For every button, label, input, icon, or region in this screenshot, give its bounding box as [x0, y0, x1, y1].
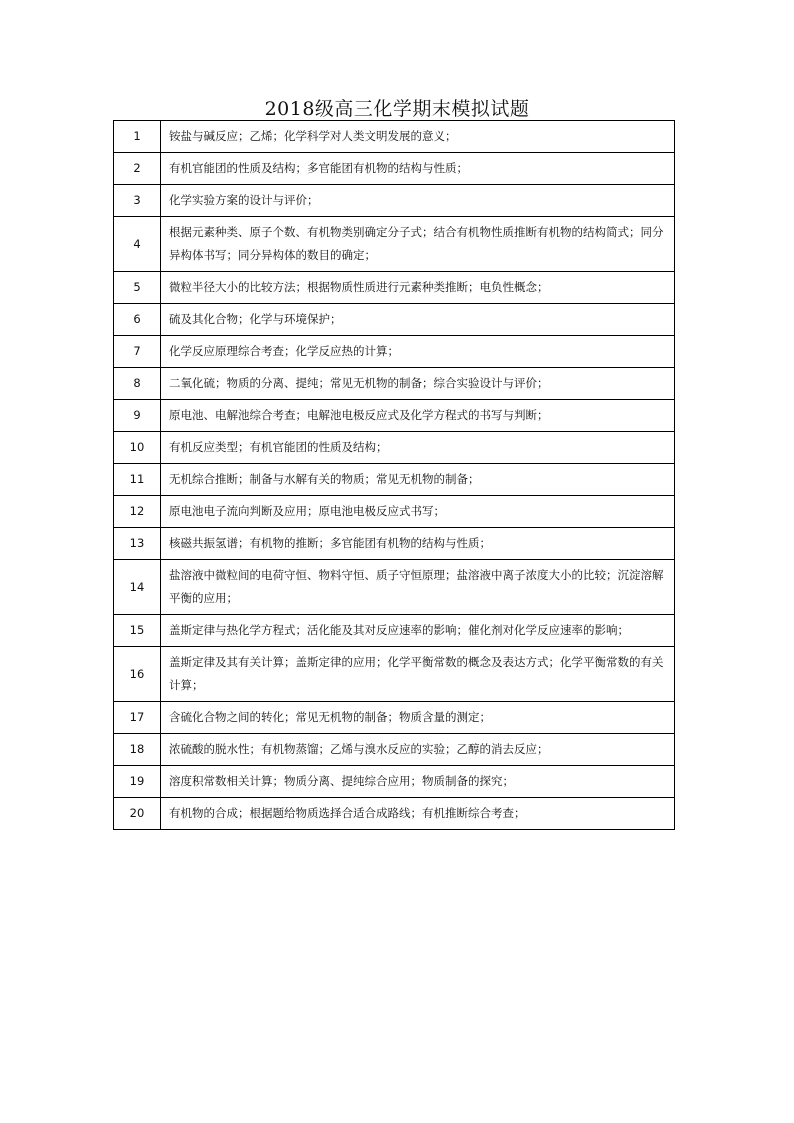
- topic-text: 原电池、电解池综合考查；电解池电极反应式及化学方程式的书写与判断；: [161, 400, 675, 432]
- question-number: 19: [114, 766, 161, 798]
- topic-text: 化学反应原理综合考查；化学反应热的计算；: [161, 336, 675, 368]
- table-row: [114, 798, 675, 830]
- table-row: [114, 766, 675, 798]
- question-number: 11: [114, 464, 161, 496]
- table-row: [114, 702, 675, 734]
- question-number: 1: [114, 121, 161, 153]
- topic-text: 根据元素种类、原子个数、有机物类别确定分子式；结合有机物性质推断有机物的结构简式；同分异构体书写；同分异构体的数目的确定；: [161, 217, 675, 272]
- topic-text: 化学实验方案的设计与评价；: [161, 185, 675, 217]
- document-title: 2018级高三化学期末模拟试题: [264, 98, 530, 120]
- question-number: 18: [114, 734, 161, 766]
- topic-text: 二氧化硫；物质的分离、提纯；常见无机物的制备；综合实验设计与评价；: [161, 368, 675, 400]
- topic-text: 有机反应类型；有机官能团的性质及结构；: [161, 432, 675, 464]
- topic-text: 盖斯定律及其有关计算；盖斯定律的应用；化学平衡常数的概念及表达方式；化学平衡常数的有关计算；: [161, 647, 675, 702]
- question-number: 16: [114, 647, 161, 702]
- table-row: [114, 528, 675, 560]
- question-number: 6: [114, 304, 161, 336]
- question-number: 5: [114, 272, 161, 304]
- topic-text: 微粒半径大小的比较方法；根据物质性质进行元素种类推断；电负性概念；: [161, 272, 675, 304]
- question-number: 9: [114, 400, 161, 432]
- question-number: 12: [114, 496, 161, 528]
- table-row: [114, 185, 675, 217]
- table-row: [114, 153, 675, 185]
- question-number: 13: [114, 528, 161, 560]
- topic-text: 原电池电子流向判断及应用；原电池电极反应式书写；: [161, 496, 675, 528]
- question-number: 2: [114, 153, 161, 185]
- topic-text: 溶度积常数相关计算；物质分离、提纯综合应用；物质制备的探究；: [161, 766, 675, 798]
- table-row: [114, 121, 675, 153]
- topics-table: [113, 120, 675, 830]
- table-row: [114, 400, 675, 432]
- table-row: [114, 272, 675, 304]
- table-row: [114, 496, 675, 528]
- topic-text: 盐溶液中微粒间的电荷守恒、物料守恒、质子守恒原理；盐溶液中离子浓度大小的比较；沉淀溶解平衡的应用；: [161, 560, 675, 615]
- table-row: [114, 734, 675, 766]
- table-row: [114, 464, 675, 496]
- table-row: [114, 647, 675, 702]
- question-number: 10: [114, 432, 161, 464]
- question-number: 3: [114, 185, 161, 217]
- topic-text: 核磁共振氢谱；有机物的推断；多官能团有机物的结构与性质；: [161, 528, 675, 560]
- topic-text: 无机综合推断；制备与水解有关的物质；常见无机物的制备；: [161, 464, 675, 496]
- topics-table-body: [114, 121, 675, 830]
- topic-text: 硫及其化合物；化学与环境保护；: [161, 304, 675, 336]
- table-row: [114, 304, 675, 336]
- table-row: [114, 368, 675, 400]
- question-number: 4: [114, 217, 161, 272]
- table-row: [114, 432, 675, 464]
- question-number: 15: [114, 615, 161, 647]
- topic-text: 铵盐与碱反应；乙烯；化学科学对人类文明发展的意义；: [161, 121, 675, 153]
- topic-text: 有机官能团的性质及结构；多官能团有机物的结构与性质；: [161, 153, 675, 185]
- topic-text: 浓硫酸的脱水性；有机物蒸馏；乙烯与溴水反应的实验；乙醇的消去反应；: [161, 734, 675, 766]
- table-row: [114, 615, 675, 647]
- question-number: 8: [114, 368, 161, 400]
- table-row: [114, 336, 675, 368]
- question-number: 14: [114, 560, 161, 615]
- question-number: 17: [114, 702, 161, 734]
- topic-text: 盖斯定律与热化学方程式；活化能及其对反应速率的影响；催化剂对化学反应速率的影响；: [161, 615, 675, 647]
- question-number: 20: [114, 798, 161, 830]
- table-row: [114, 217, 675, 272]
- question-number: 7: [114, 336, 161, 368]
- table-row: [114, 560, 675, 615]
- topic-text: 有机物的合成；根据题给物质选择合适合成路线；有机推断综合考查；: [161, 798, 675, 830]
- topic-text: 含硫化合物之间的转化；常见无机物的制备；物质含量的测定；: [161, 702, 675, 734]
